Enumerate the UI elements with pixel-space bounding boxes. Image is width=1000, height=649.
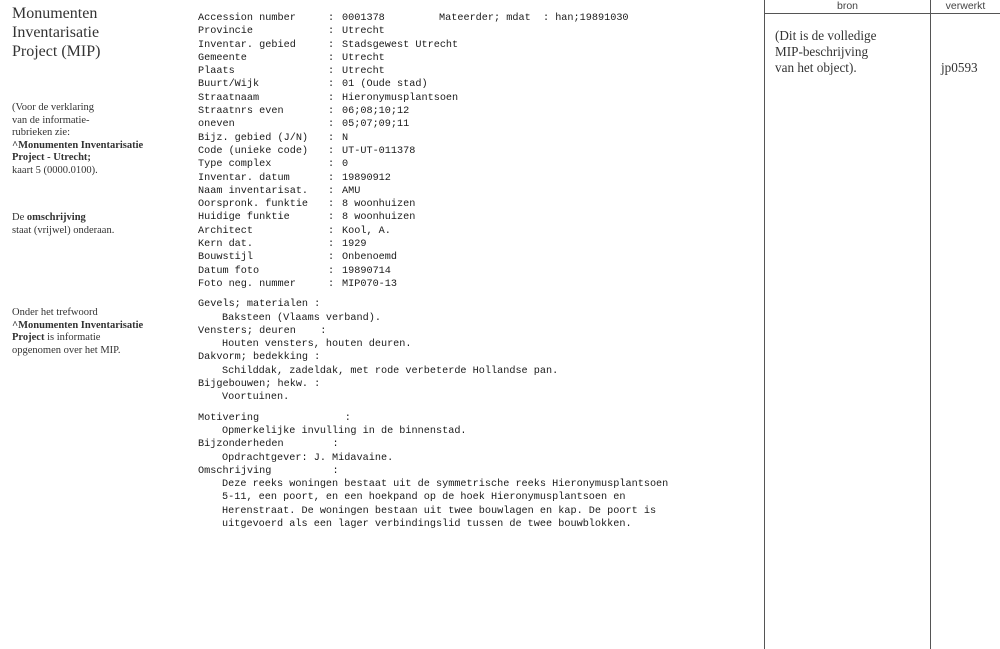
verwerkt-header: verwerkt <box>945 0 986 12</box>
field-label: Type complex <box>198 159 272 171</box>
field-separator: : <box>328 92 335 104</box>
bron-note <box>775 28 876 76</box>
project-title <box>12 4 162 61</box>
record-field <box>198 278 758 291</box>
note-text: (Voor de verklaring <box>12 102 95 113</box>
note-link[interactable]: Project - Utrecht; <box>12 152 91 163</box>
field-label: Foto neg. nummer <box>198 278 296 290</box>
materials-field <box>439 12 629 25</box>
record-field <box>198 158 758 171</box>
section-heading: Gevels; materialen : <box>198 299 321 311</box>
field-label: Naam inventarisat. <box>198 185 309 197</box>
field-value: 05;07;09;11 <box>342 119 410 131</box>
title-line: Inventarisatie <box>12 24 100 41</box>
field-label: Oorspronk. funktie <box>198 199 309 211</box>
note-link[interactable]: ^Monumenten Inventarisatie <box>12 319 144 331</box>
record-field <box>198 211 758 224</box>
field-separator: : <box>328 185 335 197</box>
field-value: Utrecht <box>342 26 385 38</box>
field-list <box>198 12 758 291</box>
record-field <box>198 105 758 118</box>
field-separator: : <box>328 265 335 277</box>
section-text: Voortuinen. <box>222 392 290 404</box>
section-list-2 <box>198 412 758 532</box>
note-text: is informatie <box>44 332 101 343</box>
record-field <box>198 132 758 145</box>
section-text: Herenstraat. De woningen bestaan uit twee bouwlagen en kap. De poort is <box>222 505 657 517</box>
section-text: Opmerkelijke invulling in de binnenstad. <box>222 425 467 437</box>
field-value: Utrecht <box>342 52 385 64</box>
record-field <box>198 118 758 131</box>
field-label: Provincie <box>198 26 254 38</box>
field-label: Architect <box>198 225 254 237</box>
section-heading: Motivering : <box>198 412 351 424</box>
field-separator: : <box>328 225 335 237</box>
keyword-note <box>12 307 143 357</box>
title-line: Monumenten <box>12 5 98 22</box>
field-separator: : <box>328 79 335 91</box>
record-field <box>198 172 758 185</box>
field-separator: : <box>328 13 335 24</box>
section-text: Opdrachtgever: J. Midavaine. <box>222 452 394 464</box>
field-value: MIP070-13 <box>342 278 398 290</box>
field-separator: : <box>328 66 335 78</box>
field-separator: : <box>328 145 335 157</box>
bron-column-border <box>764 0 765 649</box>
field-label: Inventar. datum <box>198 172 290 184</box>
section-heading: Omschrijving : <box>198 465 339 477</box>
field-separator: : <box>328 159 335 171</box>
field-label: Inventar. gebied <box>198 39 296 51</box>
field-label: Straatnrs even <box>198 106 284 118</box>
bron-note-line: MIP-beschrijving <box>775 44 869 59</box>
note-text: opgenomen over het MIP. <box>12 344 121 356</box>
field-separator: : <box>328 119 335 131</box>
field-value: Kool, A. <box>342 225 391 237</box>
field-label: Straatnaam <box>198 92 260 104</box>
field-separator: : <box>542 13 550 24</box>
field-separator: : <box>328 252 335 264</box>
left-column <box>12 4 162 356</box>
field-label: Accession number <box>198 13 296 24</box>
field-value: 19890714 <box>342 265 391 277</box>
section-text: Houten vensters, houten deuren. <box>222 339 412 351</box>
mip-record <box>198 12 758 531</box>
record-field <box>198 185 758 198</box>
section-text: Deze reeks woningen bestaat uit de symmetrische reeks Hieronymusplantsoen <box>222 479 669 491</box>
field-separator: : <box>328 106 335 118</box>
record-field <box>198 198 758 211</box>
section-heading: Vensters; deuren : <box>198 325 327 337</box>
field-value: 1929 <box>342 239 367 251</box>
section-text: 5-11, een poort, en een hoekpand op de hoek Hieronymusplantsoen en <box>222 492 626 504</box>
field-label: oneven <box>198 119 235 131</box>
field-value: UT-UT-011378 <box>342 145 416 157</box>
section-heading: Bijgebouwen; hekw. : <box>198 379 321 391</box>
note-emphasis: omschrijving <box>26 212 86 223</box>
title-line: Project (MIP) <box>12 43 101 60</box>
note-text: staat (vrijwel) onderaan. <box>12 224 115 236</box>
section-heading: Bijzonderheden : <box>198 439 339 451</box>
field-value: N <box>342 132 349 144</box>
field-value: Utrecht <box>342 66 385 78</box>
field-value: 0 <box>342 159 349 171</box>
verwerkt-code: jp0593 <box>941 60 978 75</box>
field-value: 8 woonhuizen <box>342 199 416 211</box>
field-value: 8 woonhuizen <box>342 212 416 224</box>
header-underline <box>764 13 1000 14</box>
note-link[interactable]: Project <box>12 332 45 343</box>
field-separator: : <box>328 132 335 144</box>
verwerkt-column-border <box>930 0 931 649</box>
bron-note-line: (Dit is de volledige <box>775 28 877 43</box>
field-label: Huidige funktie <box>198 212 290 224</box>
record-field <box>198 78 758 91</box>
field-label: Mateerder; mdat <box>439 13 531 24</box>
note-text: De <box>12 212 27 223</box>
field-label: Datum foto <box>198 265 260 277</box>
record-field <box>198 251 758 264</box>
field-label: Gemeente <box>198 52 247 64</box>
field-separator: : <box>328 278 335 290</box>
record-field <box>198 25 758 38</box>
field-separator: : <box>328 26 335 38</box>
field-value: han;19891030 <box>555 13 629 24</box>
field-label: Bijz. gebied (J/N) <box>198 132 309 144</box>
description-note <box>12 212 114 237</box>
field-label: Bouwstijl <box>198 252 254 264</box>
note-text: Onder het trefwoord <box>12 307 98 318</box>
field-separator: : <box>328 239 335 251</box>
section-text: uitgevoerd als een lager verbindingslid tussen de twee bouwblokken. <box>222 518 632 530</box>
field-separator: : <box>328 39 335 51</box>
field-label: Plaats <box>198 66 235 78</box>
bron-header: bron <box>836 0 858 12</box>
field-value: 01 (Oude stad) <box>342 79 428 91</box>
explanation-note <box>12 102 143 177</box>
field-value: 19890912 <box>342 172 391 184</box>
record-field <box>198 65 758 78</box>
field-value: Onbenoemd <box>342 252 398 264</box>
record-field <box>198 145 758 158</box>
field-value: 0001378 <box>342 13 385 24</box>
record-field <box>198 238 758 251</box>
note-text: van de informatie- <box>12 114 90 126</box>
record-field <box>198 265 758 278</box>
note-link[interactable]: ^Monumenten Inventarisatie <box>12 139 144 151</box>
field-value: 06;08;10;12 <box>342 106 410 118</box>
field-label: Kern dat. <box>198 239 254 251</box>
field-value: Hieronymusplantsoen <box>342 92 459 104</box>
section-text: Baksteen (Vlaams verband). <box>222 312 381 324</box>
note-text: kaart 5 (0000.0100). <box>12 164 98 176</box>
field-label: Code (unieke code) <box>198 145 309 157</box>
field-separator: : <box>328 212 335 224</box>
record-field <box>198 52 758 65</box>
field-separator: : <box>328 52 335 64</box>
field-label: Buurt/Wijk <box>198 79 260 91</box>
record-field <box>198 92 758 105</box>
section-text: Schilddak, zadeldak, met rode verbeterde Hollandse pan. <box>222 365 559 377</box>
record-field <box>198 39 758 52</box>
record-field <box>198 225 758 238</box>
bron-note-line: van het object). <box>775 60 857 75</box>
section-list <box>198 298 758 404</box>
section-heading: Dakvorm; bedekking : <box>198 352 321 364</box>
field-value: Stadsgewest Utrecht <box>342 39 459 51</box>
note-text: rubrieken zie: <box>12 127 71 138</box>
field-separator: : <box>328 172 335 184</box>
field-value: AMU <box>342 185 361 197</box>
field-separator: : <box>328 199 335 211</box>
